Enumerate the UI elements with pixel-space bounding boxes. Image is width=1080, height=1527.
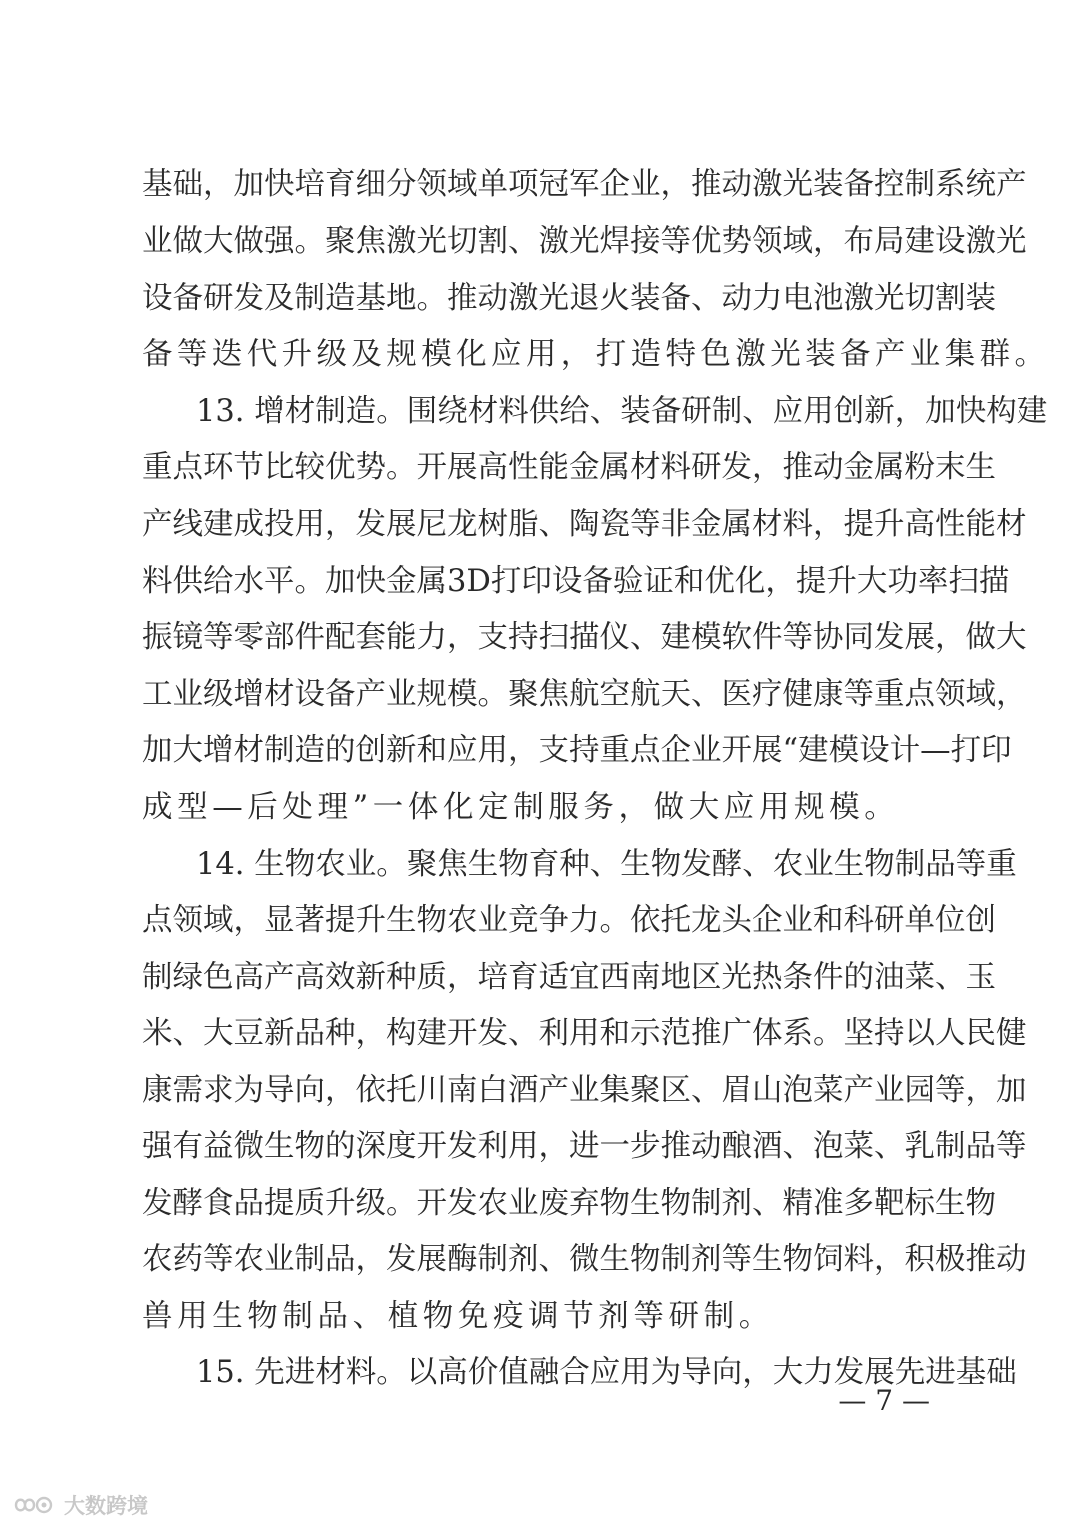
text-line: 米、大豆新品种，构建开发、利用和示范推广体系。坚持以人民健 <box>142 1016 1027 1051</box>
text-line: 基础，加快培育细分领域单项冠军企业，推动激光装备控制系统产 <box>142 167 1027 202</box>
text-line: 业做大做强。聚焦激光切割、激光焊接等优势领域，布局建设激光 <box>142 224 1027 259</box>
text-line: 发酵食品提质升级。开发农业废弃物生物制剂、精准多靶标生物 <box>142 1186 996 1221</box>
text-line: 康需求为导向，依托川南白酒产业集聚区、眉山泡菜产业园等，加 <box>142 1073 1027 1108</box>
page-number: — 7 — <box>838 1384 930 1417</box>
text-line: 农药等农业制品，发展酶制剂、微生物制剂等生物饲料，积极推动 <box>142 1242 1027 1277</box>
paragraph-heading-line: 13. 增材制造。围绕材料供给、装备研制、应用创新，加快构建 <box>196 394 1048 429</box>
text-line: 点领域，显著提升生物农业竞争力。依托龙头企业和科研单位创 <box>142 903 996 938</box>
paragraph-heading-line: 14. 生物农业。聚焦生物育种、生物发酵、农业生物制品等重 <box>196 847 1017 882</box>
text-line: 制绿色高产高效新种质，培育适宜西南地区光热条件的油菜、玉 <box>142 960 996 995</box>
text-line: 振镜等零部件配套能力，支持扫描仪、建模软件等协同发展，做大 <box>142 620 1027 655</box>
text-line: 产线建成投用，发展尼龙树脂、陶瓷等非金属材料，提升高性能材 <box>142 507 1027 542</box>
watermark <box>14 1490 148 1520</box>
text-line: 加大增材制造的创新和应用，支持重点企业开展“建模设计—打印 <box>142 733 1012 768</box>
text-line: 设备研发及制造基地。推动激光退火装备、动力电池激光切割装 <box>142 281 996 316</box>
watermark-text: 大数跨境 <box>64 1494 148 1518</box>
text-line: 工业级增材设备产业规模。聚焦航空航天、医疗健康等重点领域， <box>142 677 1027 712</box>
text-line: 料供给水平。加快金属3D打印设备验证和优化，提升大功率扫描 <box>142 564 1010 599</box>
text-line: 强有益微生物的深度开发利用，进一步推动酿酒、泡菜、乳制品等 <box>142 1129 1027 1164</box>
paragraph-heading-line: 15. 先进材料。以高价值融合应用为导向，大力发展先进基础 <box>196 1355 1017 1390</box>
text-line: 成型—后处理”一体化定制服务，做大应用规模。 <box>142 790 900 825</box>
text-line: 重点环节比较优势。开展高性能金属材料研发，推动金属粉末生 <box>142 450 996 485</box>
text-line: 兽用生物制品、植物免疫调节剂等研制。 <box>142 1299 774 1334</box>
infinity-logo-icon <box>14 1493 58 1517</box>
text-line: 备等迭代升级及规模化应用，打造特色激光装备产业集群。 <box>142 337 1050 372</box>
